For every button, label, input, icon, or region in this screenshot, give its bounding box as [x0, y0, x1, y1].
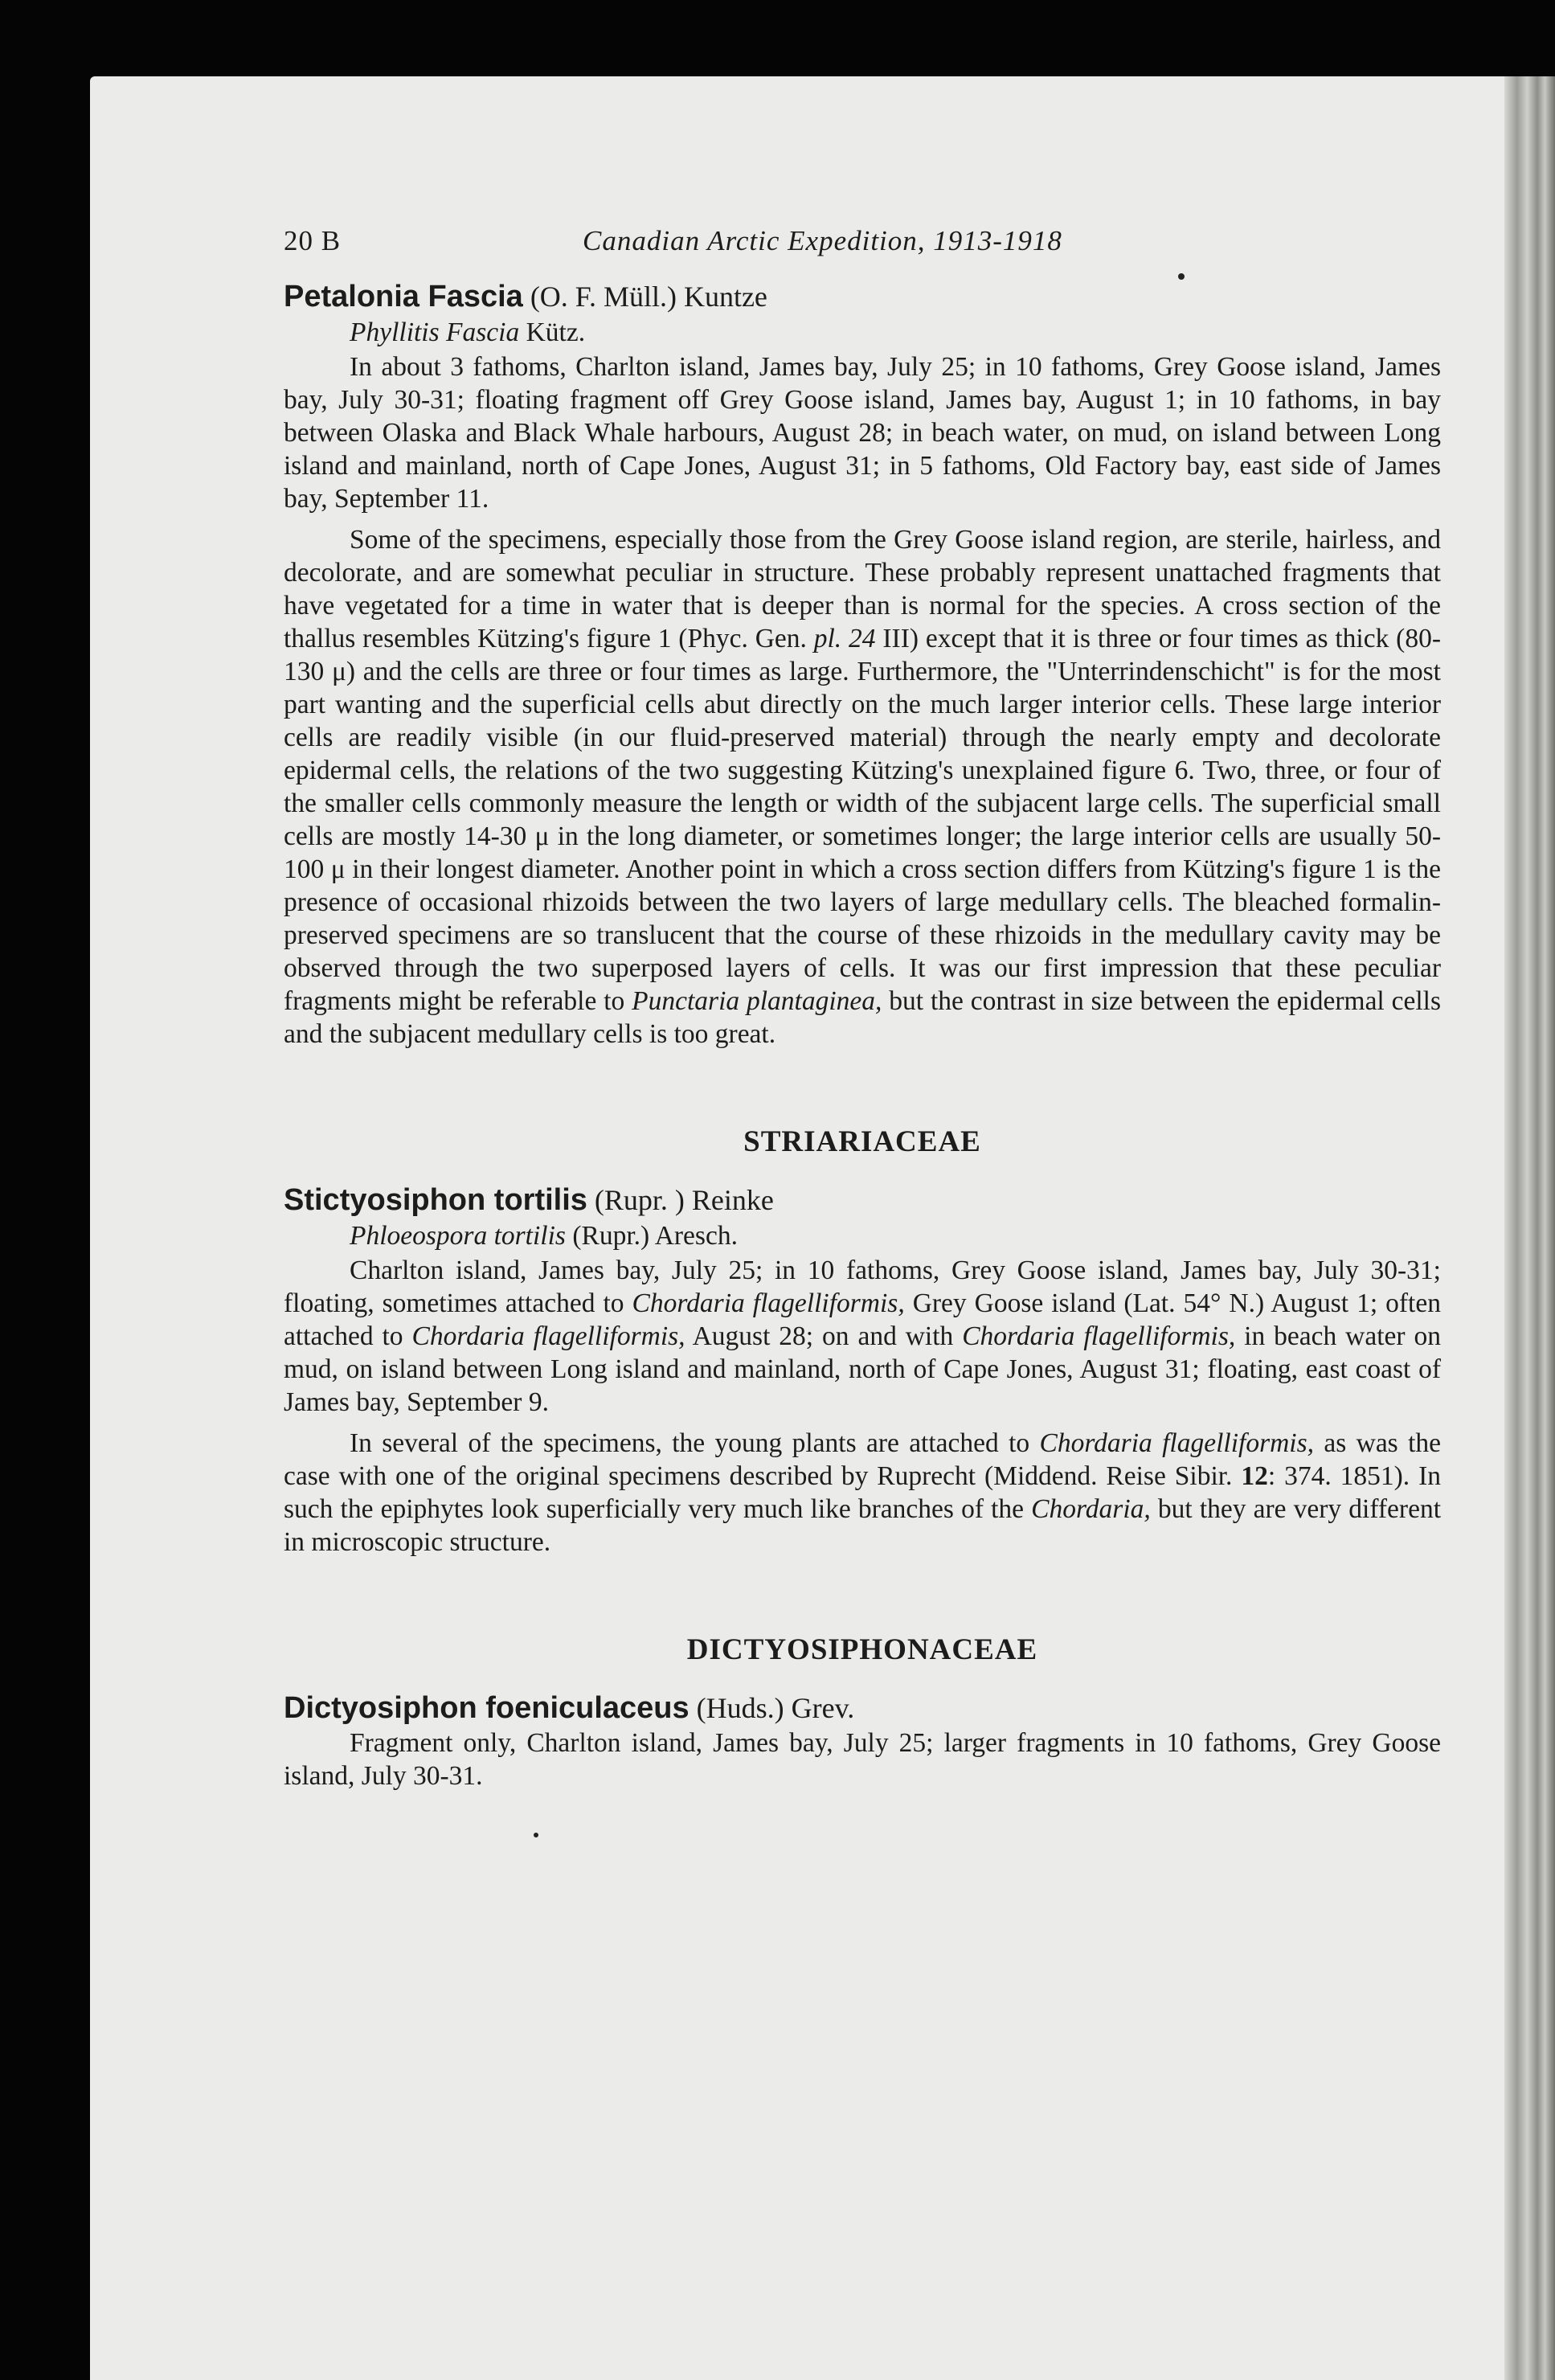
ink-speck	[534, 1833, 538, 1837]
text-run: : 374. 1851). In such the epiphytes look superficially very much like branches of the	[284, 1461, 1441, 1524]
species-reference: Chordaria flagelliformis,	[411, 1321, 685, 1351]
species-reference: Chordaria flagelliformis,	[962, 1321, 1236, 1351]
species-authority: (Rupr. ) Reinke	[594, 1184, 774, 1216]
plate-reference: pl. 24	[813, 624, 876, 653]
species-authority: (O. F. Müll.) Kuntze	[530, 281, 767, 313]
description-paragraph	[284, 523, 1441, 1051]
species-heading	[284, 1690, 1441, 1727]
species-reference: Chordaria,	[1031, 1494, 1151, 1524]
synonym-authority: Kütz.	[526, 317, 586, 347]
running-title: Canadian Arctic Expedition, 1913-1918	[583, 225, 1062, 256]
synonym-name: Phyllitis Fascia	[350, 317, 520, 347]
page-edge	[1504, 76, 1555, 2380]
page-number: 20 B	[284, 225, 342, 256]
species-authority: (Huds.) Grev.	[696, 1692, 855, 1724]
synonym	[284, 315, 1441, 350]
locality-paragraph: In about 3 fathoms, Charlton island, James bay, July 25; in 10 fathoms, Grey Goose island, James bay, July 30-31; floating fragment off Grey Goose island, James bay, August 1; in 10 fathoms, in bay between Olaska and Black Whale harbours, August 28; in beach water, on mud, on island between Long island and mainland, north of Cape Jones, August 31; in 5 fathoms, Old Factory bay, east side of James bay, September 11.	[284, 352, 1441, 514]
text-run: Some of the specimens, especially those from the Grey Goose island region, are sterile, hairless, and decolorate, and are somewhat peculiar in structure. These probably represent unattached fragments that have vegetated for a time in water that is deeper than is normal for the species. A cross section of the thallus resembles Kützing's figure 1 (Phyc. Gen.	[284, 525, 1441, 653]
species-reference: Chordaria flagelliformis,	[632, 1288, 905, 1318]
species-heading	[284, 1182, 1441, 1219]
text-run: III) except that it is three or four times as thick (80-130 μ) and the cells are three or four times as large. Furthermore, the "Unterrindenschicht" is for the most part wanting and the superficial cells abut directly on the much larger interior cells. These large interior cells are readily visible (in our fluid-preserved material) through the nearly empty and decolorate epidermal cells, the relations of the two suggesting Kützing's unexplained figure 6. Two, three, or four of the smaller cells commonly measure the length or width of the subjacent large cells. The superficial small cells are mostly 14-30 μ in the long diameter, or sometimes longer; the large interior cells are usually 50-100 μ in their longest diameter. Another point in which a cross section differs from Kützing's figure 1 is the presence of occasional rhizoids between the two layers of large medullary cells. The bleached formalin-preserved specimens are so translucent that the course of these rhizoids in the medullary cavity may be observed through the two superposed layers of cells. It was our first impression that these peculiar fragments might be referable to	[284, 624, 1441, 1016]
text-run: August 28; on and with	[685, 1321, 963, 1351]
text-run: Grey Goose island (Lat. 54° N.) August 1; often attached to	[284, 1288, 1441, 1351]
text-run: In several of the specimens, the young plants are attached to	[350, 1428, 1040, 1458]
text-run: as was the case with one of the original specimens described by Ruprecht (Middend. Reise Sibir.	[284, 1428, 1441, 1491]
text-run: but they are very different in microscopic structure.	[284, 1494, 1442, 1557]
species-name: Stictyosiphon tortilis	[284, 1183, 587, 1217]
synonym	[284, 1219, 1441, 1254]
synonym-authority: (Rupr.) Aresch.	[572, 1221, 738, 1251]
species-reference: Chordaria flagelliformis,	[1039, 1428, 1315, 1458]
species-reference: Punctaria plantaginea,	[632, 986, 882, 1016]
text-run: in beach water on mud, on island between Long island and mainland, north of Cape Jones, August 31; floating, east coast of James bay, September 9.	[284, 1321, 1441, 1417]
family-heading: STRIARIACEAE	[743, 1125, 981, 1158]
synonym-name: Phloeospora tortilis	[350, 1221, 566, 1251]
running-head	[284, 225, 1441, 273]
species-name: Petalonia Fascia	[284, 280, 523, 313]
description-paragraph	[284, 1427, 1441, 1559]
species-heading	[284, 278, 1441, 315]
page-content	[284, 225, 1441, 1792]
locality-paragraph	[284, 1254, 1441, 1419]
family-heading: DICTYOSIPHONACEAE	[686, 1633, 1038, 1666]
text-run: but the contrast in size between the epidermal cells and the subjacent medullary cells is too great.	[284, 986, 1441, 1049]
volume-number: 12	[1241, 1461, 1268, 1491]
text-run: Charlton island, James bay, July 25; in 10 fathoms, Grey Goose island, James bay, July 30-31; floating, sometimes attached to	[284, 1256, 1441, 1318]
locality-paragraph: Fragment only, Charlton island, James bay, July 25; larger fragments in 10 fathoms, Grey Goose island, July 30-31.	[284, 1728, 1441, 1791]
species-name: Dictyosiphon foeniculaceus	[284, 1691, 690, 1725]
